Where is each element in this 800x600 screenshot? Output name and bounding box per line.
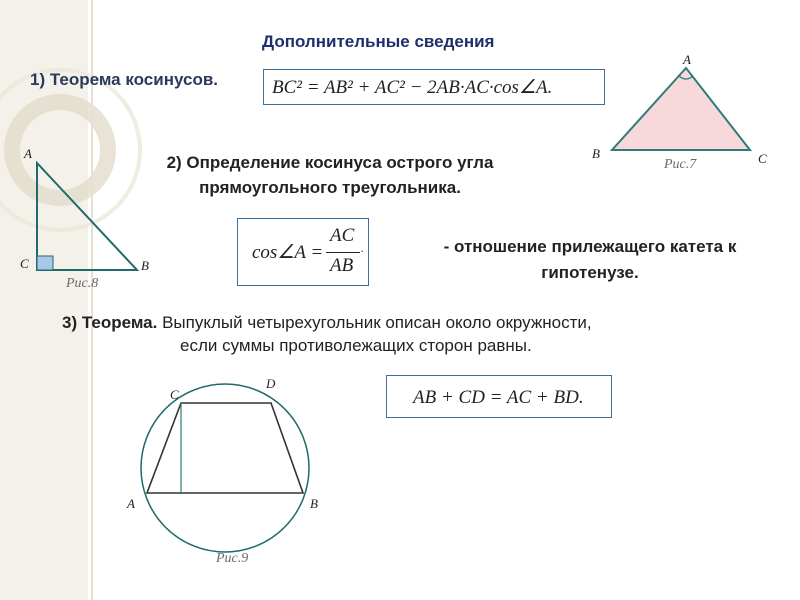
theorem3-formula: AB + CD = AC + BD.: [386, 375, 612, 418]
fig9-label-a: A: [127, 496, 135, 511]
formula-end: .: [361, 241, 364, 255]
fig7-label-a: A: [683, 52, 691, 67]
figure-8-right-triangle: [37, 163, 137, 270]
cosine-definition-heading: 2) Определение косинуса острого угла прямоугольного треугольника.: [166, 153, 494, 197]
theorem3-line2: если суммы противолежащих сторон равны.: [180, 336, 532, 355]
fig8-label-c: C: [20, 256, 29, 271]
fig8-caption: Рис.8: [66, 276, 99, 291]
theorem3-text: Выпуклый четырехугольник описан около окружности,: [157, 313, 592, 332]
fig7-label-b: B: [592, 146, 600, 161]
page-title: Дополнительные сведения: [262, 32, 495, 51]
fig9-label-c: C: [170, 387, 179, 402]
cosine-theorem-formula: BC² = AB² + AC² − 2AB·AC·cos∠A.: [263, 69, 605, 105]
fig7-caption: Рис.7: [664, 157, 697, 172]
fig9-label-b: B: [310, 496, 318, 511]
cosine-definition-note: - отношение прилежащего катета к гипотенузе.: [443, 237, 737, 282]
formula-lhs: cos∠A =: [252, 242, 324, 263]
fig9-caption: Рис.9: [216, 551, 249, 566]
fig7-label-c: C: [758, 151, 767, 166]
formula-denominator: AB: [330, 255, 354, 276]
figure-9-inscribed-quadrilateral: [141, 384, 309, 552]
formula-numerator: AC: [330, 225, 355, 246]
fig9-label-d: D: [266, 376, 276, 391]
figure-7-triangle: [612, 68, 750, 150]
fig8-label-a: A: [24, 146, 32, 161]
theorem3-label: 3) Теорема.: [62, 313, 158, 332]
cosine-theorem-heading: 1) Теорема косинусов.: [30, 70, 219, 89]
fig8-label-b: B: [141, 258, 149, 273]
